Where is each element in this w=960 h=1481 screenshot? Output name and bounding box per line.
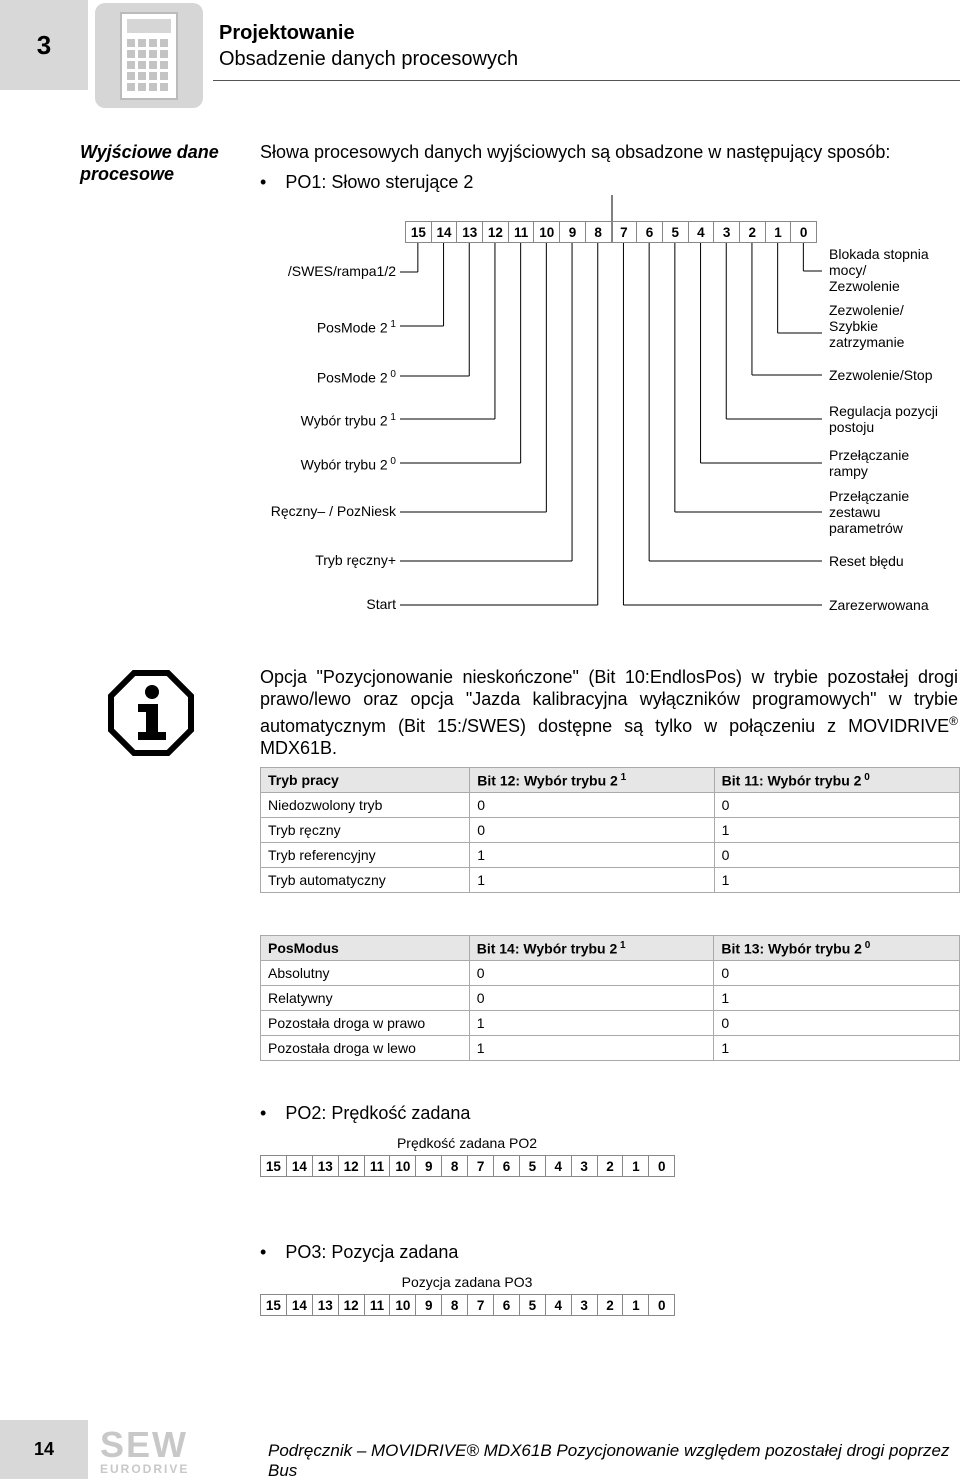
table-cell: Niedozwolony tryb [261,793,470,818]
po1-left-label [256,454,396,473]
chapter-number: 3 [0,0,88,90]
bit-cell: 13 [457,222,483,243]
po1-bit-diagram [0,195,960,625]
header-text: Bit 13: Wybór trybu 2 [721,940,862,957]
label-text: Wybór trybu 2 [300,412,388,429]
bit-cell: 7 [611,222,637,243]
table-cell: 0 [714,1011,960,1036]
table-cell: 1 [714,818,959,843]
bullet-po3 [260,1242,458,1263]
bit-cell: 9 [416,1295,442,1316]
header-cell [469,936,714,961]
table-cell: Absolutny [261,961,470,986]
label-superscript: 1 [387,319,396,330]
side-title-line-2: procesowe [80,164,175,184]
po1-right-label: Przełączanie rampy [829,447,910,479]
label-text: Wybór trybu 2 [300,456,388,473]
bit-cell: 3 [571,1295,597,1316]
po1-left-label [256,317,396,336]
bit-cell: 11 [364,1156,390,1177]
table-cell: 1 [470,868,714,893]
bit-cell: 12 [338,1295,364,1316]
po1-right-label: Zezwolenie/ Szybkie zatrzymanie [829,302,905,350]
logo-eurodrive: EURODRIVE [100,1462,190,1476]
bit-cell: 8 [442,1295,468,1316]
table-row [261,793,960,818]
bit-cell: 15 [261,1156,287,1177]
header-rule [213,80,960,81]
label-superscript: 1 [387,412,396,423]
table-cell: 1 [714,868,959,893]
table-row [261,1011,960,1036]
bit-cell: 4 [688,222,714,243]
bit-cell: 8 [585,222,611,243]
bit-cell: 15 [406,222,432,243]
bit-cell: 5 [519,1156,545,1177]
table-header-row [261,936,960,961]
posmodus-table [260,935,960,1061]
table-cell: 0 [469,986,714,1011]
po1-right-label: Zarezerwowana [829,597,929,613]
header-text: PosModus [268,940,339,956]
bit-cell: 6 [637,222,663,243]
table-header-row [261,768,960,793]
table-row [261,818,960,843]
bit-cell: 11 [364,1295,390,1316]
info-note [260,666,958,759]
table-cell: Tryb automatyczny [261,868,470,893]
table-row [261,986,960,1011]
bit-cell: 13 [312,1156,338,1177]
header-text: Bit 12: Wybór trybu 2 [477,772,618,789]
label-text: /SWES/rampa1/2 [287,263,396,279]
bullet-po2-label: PO2: Prędkość zadana [285,1103,471,1123]
bit-cell: 2 [597,1295,623,1316]
po2-bit-table [260,1155,675,1177]
bullet-po3-label: PO3: Pozycja zadana [285,1242,459,1262]
side-title-line-1: Wyjściowe dane [80,142,219,162]
po1-left-label [256,596,396,612]
bit-cell: 1 [765,222,791,243]
table-row [261,843,960,868]
label-text: Start [366,596,396,612]
po1-left-label [256,263,396,279]
bit-cell: 9 [416,1156,442,1177]
bit-cell: 14 [286,1295,312,1316]
mode-table [260,767,960,893]
header-text: Tryb pracy [268,772,339,788]
page-number: 14 [0,1420,88,1479]
bullet-dot: • [260,172,267,192]
bit-cell: 6 [494,1156,520,1177]
bit-cell: 6 [494,1295,520,1316]
bit-cell: 14 [431,222,457,243]
bit-cell: 12 [338,1156,364,1177]
header-superscript: 1 [617,771,627,783]
bullet-po1 [260,172,473,193]
table-cell: 1 [469,1036,714,1061]
bit-cell: 13 [312,1295,338,1316]
table-cell: 1 [714,1036,960,1061]
table-cell: 0 [470,793,714,818]
bit-cell: 10 [534,222,560,243]
note-text: Opcja "Pozycjonowanie nieskończone" (Bit 10:EndlosPos) w trybie pozostałej drogi prawo/lewo oraz opcja "Jazda kalibracyjna wyłączników programowych" w trybie automatycznym (Bit 15:/SWES) dostępne są tylko w połączeniu z MOVIDRIVE [260,667,958,736]
po3-caption: Pozycja zadana PO3 [401,1274,533,1290]
logo-sew: SEW [100,1424,189,1465]
bit-cell: 4 [545,1295,571,1316]
page-title: Projektowanie [219,22,355,44]
label-text: Tryb ręczny+ [315,552,396,568]
bit-cell: 8 [442,1156,468,1177]
header-superscript: 0 [861,939,871,951]
bit-cell: 7 [468,1295,494,1316]
header-cell [714,768,959,793]
bit-cell: 15 [261,1295,287,1316]
footer-text: Podręcznik – MOVIDRIVE® MDX61B Pozycjonowanie względem pozostałej drogi poprzez Bus [268,1441,950,1480]
table-cell: 0 [714,961,960,986]
bit-cell: 12 [483,222,509,243]
calculator-icon [95,3,203,108]
bit-cell: 1 [623,1156,649,1177]
note-tail: MDX61B. [260,738,338,758]
bullet-dot: • [260,1242,267,1262]
po1-right-label: Reset błędu [829,553,904,569]
header-superscript: 0 [861,771,870,783]
table-cell: 0 [470,818,714,843]
bit-cell: 7 [468,1156,494,1177]
bit-cell: 2 [597,1156,623,1177]
label-text: PosMode 2 [316,369,388,386]
po1-left-label [256,552,396,568]
po1-left-label [256,367,396,386]
table-row [261,961,960,986]
po1-right-label: Regulacja pozycji postoju [829,403,938,435]
header-cell [714,936,960,961]
bullet-dot: • [260,1103,267,1123]
sew-eurodrive-logo [100,1424,210,1476]
bit-cell: 0 [649,1295,675,1316]
po1-bit-table [405,221,817,243]
table-cell: 1 [714,986,960,1011]
table-cell: 0 [714,793,959,818]
label-text: PosMode 2 [316,319,388,336]
po1-right-label: Blokada stopnia mocy/ Zezwolenie [829,246,929,294]
bit-cell: 10 [390,1156,416,1177]
intro-text: Słowa procesowych danych wyjściowych są obsadzone w następujący sposób: [260,142,891,162]
table-cell: Relatywny [261,986,470,1011]
bit-cell: 5 [662,222,688,243]
info-icon [108,670,194,756]
header-text: Bit 14: Wybór trybu 2 [476,940,618,957]
table-cell: 1 [470,843,714,868]
table-cell: Pozostała droga w prawo [261,1011,470,1036]
table-cell: 0 [714,843,959,868]
table-cell: Tryb ręczny [261,818,470,843]
table-row [261,1036,960,1061]
header-cell [261,936,470,961]
section-side-title [80,141,219,185]
label-superscript: 0 [387,369,396,380]
po1-left-label [256,410,396,429]
label-superscript: 0 [387,456,396,467]
bit-cell: 3 [714,222,740,243]
table-cell: Pozostała droga w lewo [261,1036,470,1061]
bullet-po1-label: PO1: Słowo sterujące 2 [285,172,474,192]
header-superscript: 1 [617,939,626,951]
bit-cell: 2 [739,222,765,243]
bit-cell: 14 [286,1156,312,1177]
po2-caption: Prędkość zadana PO2 [396,1135,538,1151]
header-text: Bit 11: Wybór trybu 2 [721,772,862,789]
header-cell [261,768,470,793]
bit-cell: 11 [508,222,534,243]
bit-cell: 5 [519,1295,545,1316]
page-subtitle: Obsadzenie danych procesowych [219,48,519,70]
bit-cell: 3 [571,1156,597,1177]
po1-left-label [256,503,396,519]
bit-cell: 4 [545,1156,571,1177]
registered-mark: ® [949,714,958,728]
table-cell: 0 [469,961,714,986]
bullet-po2 [260,1103,470,1124]
po1-right-label: Przełączanie zestawu parametrów [829,488,910,536]
po1-right-label: Zezwolenie/Stop [829,367,933,383]
bit-cell: 1 [623,1295,649,1316]
table-cell: Tryb referencyjny [261,843,470,868]
header-cell [470,768,714,793]
bit-cell: 9 [560,222,586,243]
table-row [261,868,960,893]
table-cell: 1 [469,1011,714,1036]
label-text: Ręczny– / PozNiesk [270,503,396,519]
bit-cell: 0 [791,222,817,243]
po3-bit-table [260,1294,675,1316]
bit-cell: 0 [649,1156,675,1177]
bit-cell: 10 [390,1295,416,1316]
